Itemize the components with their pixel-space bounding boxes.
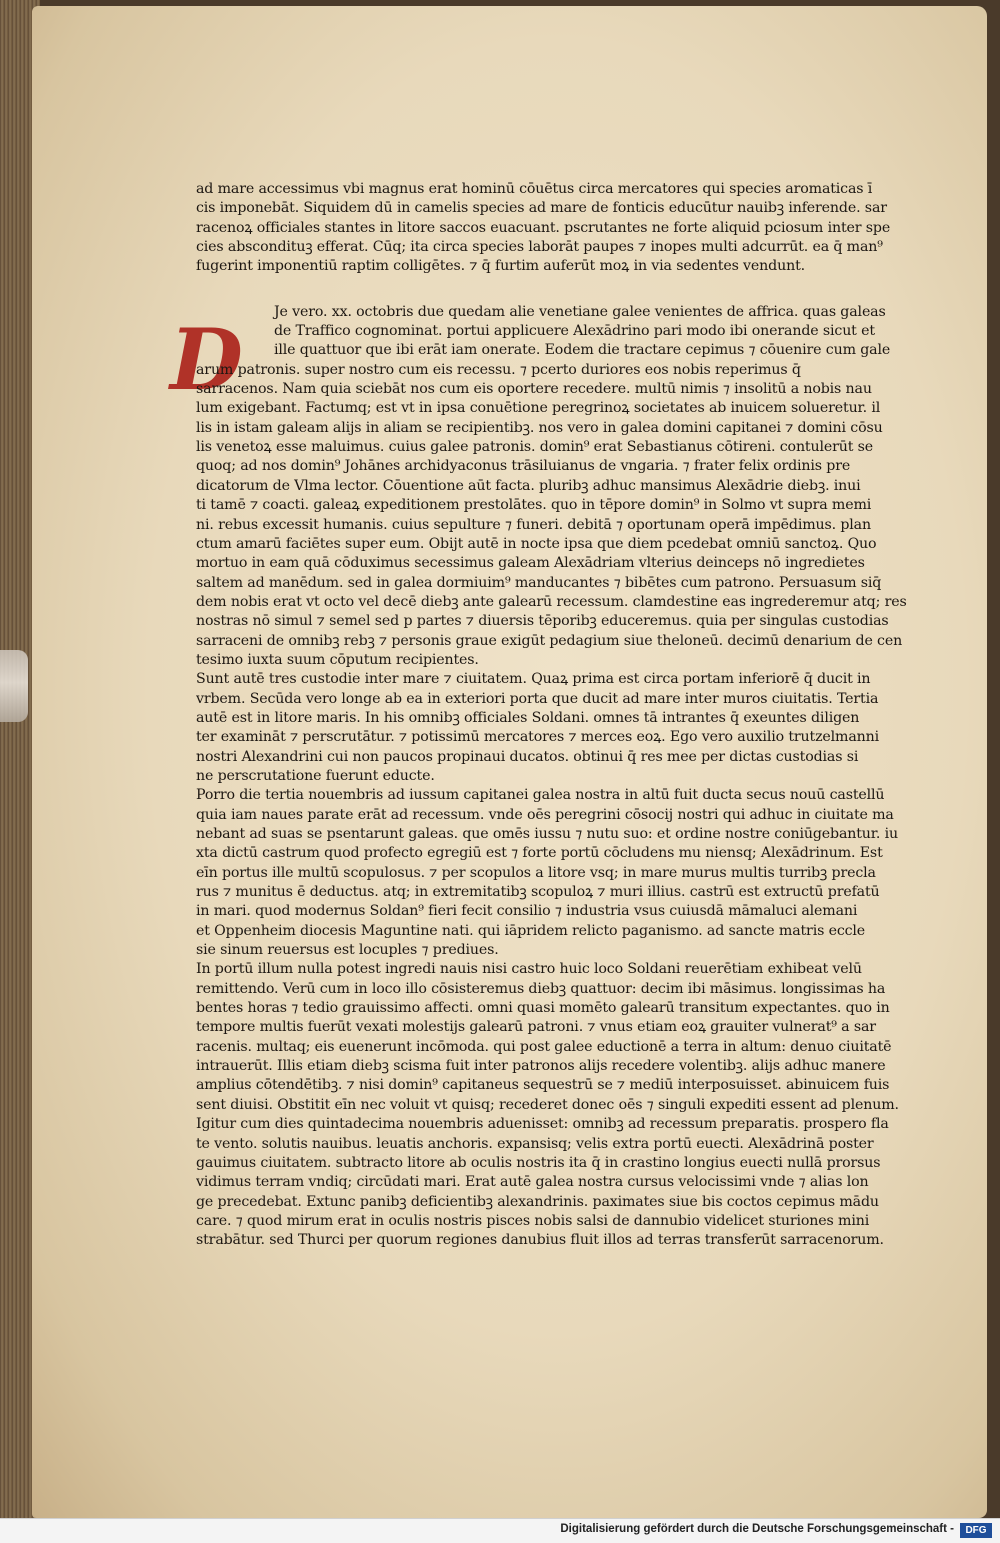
text-line: vrbem. Secūda vero longe ab ea in exteriori porta que ducit ad mare inter muros ciuitatis. Tertia xyxy=(196,690,879,707)
red-initial-letter: D xyxy=(170,310,243,409)
paragraph-1 xyxy=(196,180,908,277)
text-line: cies abscondituꝫ efferat. Cūq; ita circa species laborāt paupes ⁊ inopes multi adcurrūt. ea q̄ man⁹ xyxy=(196,239,883,256)
text-line: gauimus ciuitatem. subtracto litore ab oculis nostris ita q̄ in crastino longius euecti nullā prorsus xyxy=(196,1154,881,1171)
text-line: Sunt autē tres custodie inter mare ⁊ ciuitatem. Quaꝝ prima est circa portam inferiorē q̄ ducit in xyxy=(196,671,871,688)
text-line: remittendo. Verū cum in loco illo cōsisteremus diebꝫ quattuor: decim ibi māsimus. longissimas ha xyxy=(196,980,886,997)
text-line: sent diuisi. Obstitit eīn nec voluit vt quisq; recederet donec oēs ⁊ singuli expediti essent ad plenum. xyxy=(196,1096,899,1113)
text-line: tempore multis fuerūt vexati molestijs galearū patroni. ⁊ vnus etiam eoꝝ grauiter vulnerat⁹ a sar xyxy=(196,1019,876,1036)
text-line: nostri Alexandrini cui non paucos propinaui ducatos. obtinui q̄ res mee per dictas custodias si xyxy=(196,748,859,765)
text-line: dicatorum de Vlma lector. Cōuentione aūt facta. pluribꝫ adhuc mansimus Alexādrie diebꝫ. inui xyxy=(196,477,861,494)
text-line: nebant ad suas se psentarunt galeas. que omēs iussu ⁊ nutu suo: et ordine nostre coniūgebantur. iu xyxy=(196,826,898,842)
text-line: quia iam naues parate erāt ad recessum. vnde oēs peregrini cōsocij nostri qui adhuc in ciuitate ma xyxy=(196,806,894,823)
text-line: fugerint imponentiū raptim colligētes. ⁊ q̄ furtim auferūt moꝝ in via sedentes vendunt. xyxy=(196,258,805,275)
text-line: rus ⁊ munitus ē deductus. atq; in extremitatibꝫ scopuloꝝ ⁊ muri illius. castrū est extructū prefatū xyxy=(196,884,880,901)
footer-bar xyxy=(0,1518,1000,1543)
text-line: cis imponebāt. Siquidem dū in camelis species ad mare de fonticis educūtur nauibꝫ inferende. sar xyxy=(196,200,887,217)
text-line: lis in istam galeam alijs in aliam se recipientibꝫ. nos vero in galea domini capitanei ⁊ domini cōsu xyxy=(196,419,883,436)
text-line: arum patronis. super nostro cum eis recessu. ⁊ pcerto duriores eos nobis reperimus q̄ xyxy=(196,361,801,378)
text-line: bentes horas ⁊ tedio grauissimo affecti. omni quasi momēto galearū transitum expectantes. quo in xyxy=(196,1000,890,1017)
paragraph-3 xyxy=(196,670,908,786)
text-line: saltem ad manēdum. sed in galea dormiuim⁹ manducantes ⁊ bibētes cum patrono. Persuasum siq̄ xyxy=(196,574,882,591)
text-line: sie sinum reuersus est locuples ⁊ prediues. xyxy=(196,942,499,959)
text-line: care. ⁊ quod mirum erat in oculis nostris pisces nobis salsi de dannubio videlicet sturiones mini xyxy=(196,1212,870,1229)
paragraph-5 xyxy=(196,960,908,1115)
text-line: in mari. quod modernus Soldan⁹ fieri fecit consilio ⁊ industria vsus cuiusdā māmaluci alemani xyxy=(196,903,858,920)
text-line: Je vero. xx. octobris due quedam alie venetiane galee venientes de affrica. quas galeas xyxy=(274,303,886,320)
text-line: vidimus terram vndiq; circūdati mari. Erat autē galea nostra cursus velocissimi vnde ⁊ alias lon xyxy=(196,1174,869,1191)
text-line: tesimo iuxta suum cōputum recipientes. xyxy=(196,651,479,668)
body-text xyxy=(196,180,908,1251)
text-line: racenoꝝ officiales stantes in litore saccos euacuant. pscrutantes ne forte aliquid pciosum inter spe xyxy=(196,219,891,236)
text-line: ge precedebat. Extunc panibꝫ deficientibꝫ alexandrinis. paximates siue bis coctos cepimus mādu xyxy=(196,1193,879,1210)
text-line: de Traffico cognominat. portui applicuere Alexādrino pari modo ibi onerande sicut et xyxy=(274,323,875,340)
text-line: Porro die tertia nouembris ad iussum capitanei galea nostra in altū fuit ducta secus nouū castellū xyxy=(196,787,885,804)
text-line: amplius cōtendētibꝫ. ⁊ nisi domin⁹ capitaneus sequestrū se ⁊ mediū interposuisset. abinuicem fuis xyxy=(196,1077,890,1094)
text-line: sarraceni de omnibꝫ rebꝫ ⁊ personis graue exigūt pedagium siue theloneū. decimū denarium de cen xyxy=(196,632,903,649)
text-line: xta dictū castrum quod profecto egregiū est ⁊ forte portū cōcludens mu niensq; Alexādrinum. Est xyxy=(196,845,883,862)
text-line: In portū illum nulla potest ingredi nauis nisi castro huic loco Soldani reuerētiam exhibeat velū xyxy=(196,961,862,978)
text-line: quoq; ad nos domin⁹ Johānes archidyaconus trāsiluianus de vngaria. ⁊ frater felix ordinis pre xyxy=(196,458,851,475)
text-line: autē est in litore maris. In his omnibꝫ officiales Soldani. omnes tā intrantes q̄ exeuntes diligen xyxy=(196,709,860,726)
text-line: nostras nō simul ⁊ semel sed p partes ⁊ diuersis tēporibꝫ educeremus. quia per singulas custodias xyxy=(196,613,889,630)
text-line: ni. rebus excessit humanis. cuius sepulture ⁊ funeri. debitā ⁊ oportunam operā impēdimus. plan xyxy=(196,516,871,533)
dfg-logo[interactable]: DFG xyxy=(960,1523,992,1538)
text-line: ti tamē ⁊ coacti. galeaꝝ expeditionem prestolātes. quo in tēpore domin⁹ in Solmo vt supra memi xyxy=(196,497,872,514)
text-line: lis venetoꝝ esse maluimus. cuius galee patronis. domin⁹ erat Sebastianus cōtireni. contulerūt se xyxy=(196,439,874,456)
text-line: intrauerūt. Illis etiam diebꝫ scisma fuit inter patronos alijs recedere volentibꝫ. alijs adhuc manere xyxy=(196,1058,886,1075)
paragraph-2 xyxy=(196,303,908,671)
text-line: eīn portus ille multū scopulosus. ⁊ per scopulos a litore vsq; in mare murus multis turribꝫ precla xyxy=(196,864,876,881)
text-line: racenis. multaq; eis euenerunt incōmoda. qui post galee eductionē a terra in altum: denuo ciuitatē xyxy=(196,1038,892,1055)
text-line: mortuo in eam quā cōduximus secessimus galeam Alexādriam vlterius deinceps nō ingredietes xyxy=(196,555,865,572)
text-line: et Oppenheim diocesis Maguntine nati. qui iāpridem relicto paganismo. ad sancte matris eccle xyxy=(196,922,866,939)
funding-credit: Digitalisierung gefördert durch die Deutsche Forschungsgemeinschaft - xyxy=(560,1523,954,1535)
text-line: ctum amarū faciētes super eum. Obijt autē in nocte ipsa que diem pcedebat omniū sanctoꝝ. Quo xyxy=(196,535,877,552)
text-line: strabātur. sed Thurci per quorum regiones danubius fluit illos ad terras transferūt sarracenorum. xyxy=(196,1232,884,1249)
text-line: te vento. solutis nauibus. leuatis anchoris. expansisq; velis extra portū euecti. Alexādrinā poster xyxy=(196,1135,874,1152)
text-line: ad mare accessimus vbi magnus erat hominū cōuētus circa mercatores qui species aromaticas ī xyxy=(196,181,873,197)
text-line: dem nobis erat vt octo vel decē diebꝫ ante galearū recessum. clamdestine eas ingrederemur atq; res xyxy=(196,593,907,610)
page-clip xyxy=(0,650,28,722)
paragraph-6 xyxy=(196,1115,908,1250)
text-line: ter examināt ⁊ perscrutātur. ⁊ potissimū mercatores ⁊ merces eoꝝ. Ego vero auxilio trutzelmanni xyxy=(196,729,879,746)
text-line: lum exigebant. Factumq; est vt in ipsa conuētione peregrinoꝝ societates ab inuicem solueretur. il xyxy=(196,400,881,417)
text-line: ille quattuor que ibi erāt iam onerate. Eodem die tractare cepimus ⁊ cōuenire cum gale xyxy=(274,342,891,359)
text-line: ne perscrutatione fuerunt educte. xyxy=(196,767,435,784)
paragraph-gap xyxy=(196,277,908,303)
text-line: Igitur cum dies quintadecima nouembris aduenisset: omnibꝫ ad recessum preparatis. prospero fla xyxy=(196,1116,889,1133)
text-line: sarracenos. Nam quia sciebāt nos cum eis oportere recedere. multū nimis ⁊ insolitū a nobis nau xyxy=(196,381,872,398)
paragraph-4 xyxy=(196,786,908,960)
